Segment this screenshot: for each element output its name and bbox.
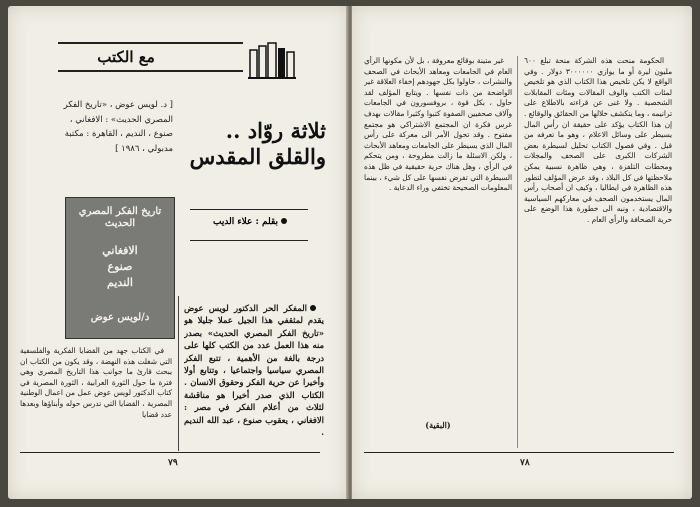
- bullet-icon: [310, 305, 316, 311]
- left-page: [8, 6, 348, 499]
- right-page: [352, 6, 692, 499]
- article-title-line1: ثلاثة روّاد ..: [225, 118, 326, 143]
- section-title: مع الكتب: [97, 48, 155, 66]
- footer-rule: [364, 452, 674, 453]
- cover-subtitle-3: النديم: [107, 276, 133, 289]
- byline-text: بقلم : علاء الديب: [212, 217, 279, 227]
- right-column-paragraph: الحكومة منحت هذه الشركة منحة تبلغ ٦٠٠ مليون ليرة أو ما يوازي ٣٠٠٠٠٠٠ دولار . وفي الواقع لا يكن تلخيص هذا الكتاب الذي هو تلخيص لمئات الكتب والوف المقالات ومئات المقابلات الشخصية . ولا غنى عن قراءته بالاطلاع على ترانيمه ، وما يتكشف خلالها من الحقائق والوقائع . إن هذا الكتاب يؤكد على حقيقة ان رأس المال يسيطر على وسائل الاعلام ، وهو ما تعرفه من قبل . وفي فصول الكتاب تحليل لسيطرة بعض الشركات الكبرى على الصحف والمجلات ومحطات التلفزة ، وهي ظاهرة نسبية يمكن ملاحظتها في كل البلاد ، وقد عرض المؤلف لتطور هذه الظاهرة في ايطاليا ، وكيف ان أصحاب رأس المال يستخدمون الصحف في معاركهم السياسية والاقتصادية ، ونبه الى خطورة هذا الوضع على حرية الصحافة والرأي العام .: [524, 56, 672, 224]
- cover-subtitle-2: صنوع: [107, 260, 133, 273]
- left-column-text: [20, 346, 172, 446]
- end-mark: (البقية): [425, 420, 451, 430]
- left-column-paragraph: في الكتاب جهد من القضايا الفكرية والفلسفية التي شغلت هذه النهضة ، وقد يكون من الكتاب ان يبحث قارئ ما جوانب هذا التاريخ المصري وهي فترة ما حول الثورة العرابية ، الثورة المصرية في كتاب الدكتور لويس عوض عمل من اعمال الوطنية المصرية ، القضايا التي تدرس حوله وأبناؤها وبعدها عدد قضايا: [20, 346, 172, 419]
- lead-paragraph: [184, 302, 324, 452]
- column-divider: [517, 56, 518, 448]
- left-column-text: [364, 56, 512, 416]
- page-number: ٧٨: [520, 458, 530, 468]
- bullet-icon: [281, 218, 287, 224]
- cover-title: تاريخ الفكر المصري الحديث: [78, 206, 162, 229]
- page-number: ٧٩: [168, 458, 178, 468]
- cover-subtitle-1: الافغاني: [102, 244, 138, 257]
- cover-author: د/لويس عوض: [90, 312, 150, 323]
- article-title: [176, 118, 326, 170]
- header-rule-top: [58, 42, 243, 44]
- books-icon: [246, 40, 298, 80]
- right-column-text: [524, 56, 672, 451]
- book-cover-image: [65, 197, 175, 339]
- bibliography: [ د. لويس عوض ، «تاريخ الفكر المصري الحديث» : الافغاني ، صنوع ، النديم ، القاهرة : مكتبة مدبولي ، ١٩٨٦ ]: [63, 100, 173, 154]
- byline: [194, 217, 306, 227]
- left-column-paragraph: غير متينة بوقائع معروفة ، بل لأن مكونها الرأي العام في الجامعات ومعاهد الأبحاث في الصحف والنشرات ، حاولوا بكل جهودهم إخفاء العلاقة غير الواضحة من ذات نفسها . ويتابع المؤلف لقد حاول ، بكل قوة ، بروفسورون في الجامعات وآلاف صحفيين الصفوة كتبوا وكثيرا مقالات بهدف غرس فكرة ان المجتمع الاشتراكي هو مجتمع مفتوح . وقد تحول الأمر الى معركة على رأس المال الذي يسيطر على الجامعات ومعاهد الأبحاث ، ولكن الاسئلة ما زالت مطروحة ، ومن يتحكم في الرأي ، وهل هناك حرية حقيقية في ظل هذه السيطرة التي تفرض نفسها على كل شيء ، بينما المعلومات الصحيحة تختفي وراء الدعاية .: [364, 56, 512, 193]
- footer-rule: [20, 452, 320, 453]
- header-rule-bottom: [58, 70, 243, 72]
- lead-text: المفكر الحر الدكتور لويس عوض يقدم لمثقفي هذا الجيل عملا جليلا هو «تاريخ الفكر المصري الحديث» بصدر منه هذا العمل عدد من الكتب كلها على درجة بالغة من الأهمية ، تتبع الفكر المصري سياسيا واجتماعيا ، وتتابع أولا وأخيرا عن حرية الفكر وحقوق الانسان . الكتاب الذي صدر أخيرا هو مناقشة لثلاث من أعلام الفكر في مصر : الافغاني ، يعقوب صنوع ، عبد الله النديم .: [184, 303, 324, 438]
- article-title-line2: والقلق المقدس: [189, 144, 326, 169]
